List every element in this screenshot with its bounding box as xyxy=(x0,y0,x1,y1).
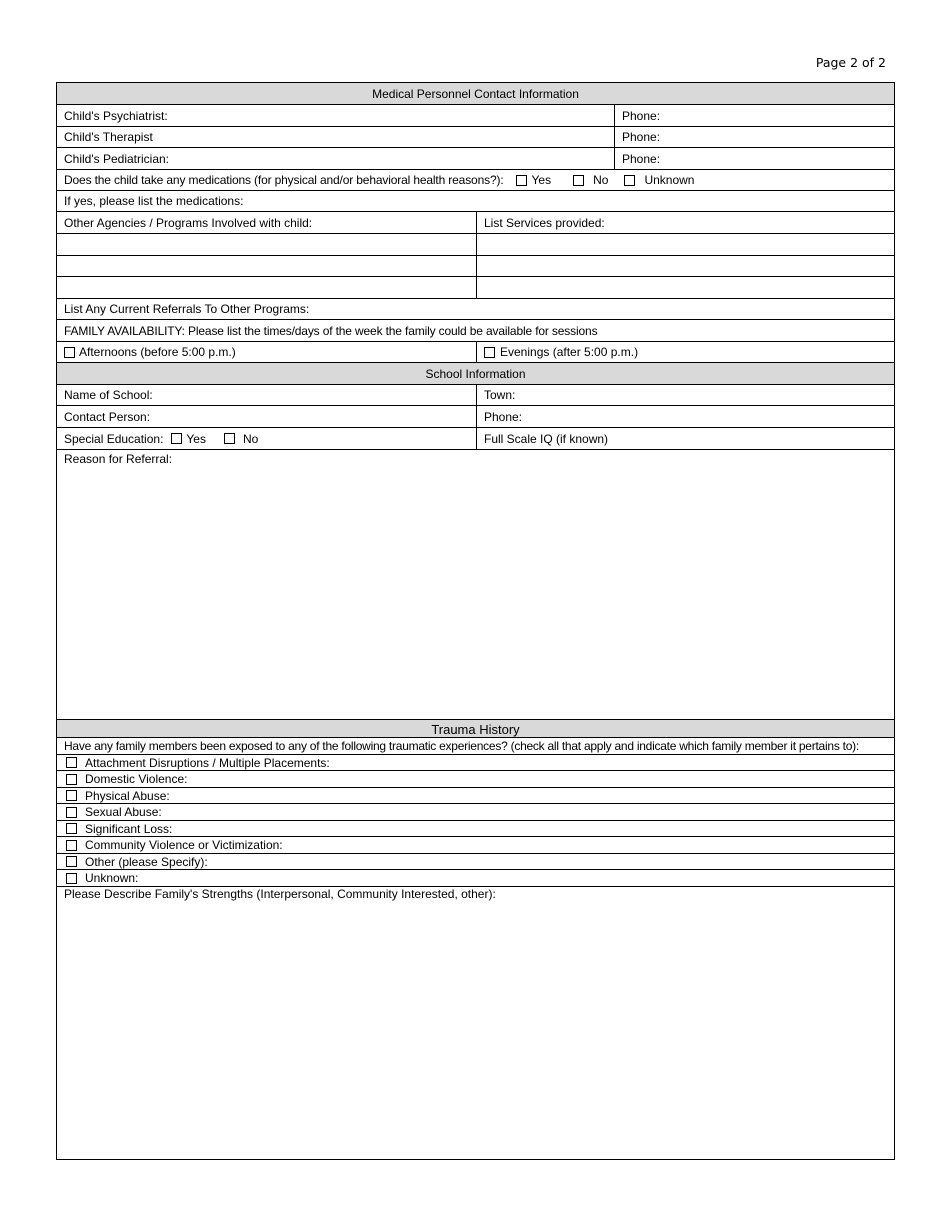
trauma-item xyxy=(57,788,894,804)
med-unknown-label: Unknown xyxy=(644,173,695,187)
trauma-item-checkbox[interactable] xyxy=(66,774,77,785)
trauma-item-label: Sexual Abuse: xyxy=(85,805,162,819)
trauma-item-checkbox[interactable] xyxy=(66,873,77,884)
medical-section-header xyxy=(57,83,894,105)
pediatrician-field[interactable] xyxy=(57,148,614,169)
iq-label: Full Scale IQ (if known) xyxy=(484,431,609,446)
psychiatrist-phone-label: Phone: xyxy=(622,108,661,123)
pediatrician-phone-label: Phone: xyxy=(622,151,661,166)
med-no-label: No xyxy=(593,173,609,187)
trauma-item-option[interactable] xyxy=(57,804,894,820)
trauma-item-label: Attachment Disruptions / Multiple Placements: xyxy=(85,755,330,770)
afternoons-label: Afternoons (before 5:00 p.m.) xyxy=(79,345,236,359)
strengths-row xyxy=(57,887,894,1159)
medications-question xyxy=(57,170,894,190)
pediatrician-row xyxy=(57,148,894,170)
referrals-row xyxy=(57,299,894,320)
trauma-item-label: Significant Loss: xyxy=(85,821,173,836)
afternoons-option[interactable] xyxy=(57,342,476,362)
trauma-item-option[interactable] xyxy=(57,854,894,869)
trauma-item-checkbox[interactable] xyxy=(66,823,77,834)
medications-list-label: If yes, please list the medications: xyxy=(64,194,244,208)
service-input[interactable] xyxy=(476,234,894,255)
therapist-row xyxy=(57,127,894,148)
agency-input[interactable] xyxy=(57,234,476,255)
trauma-item-option[interactable] xyxy=(57,821,894,836)
medications-list-field[interactable] xyxy=(57,191,894,211)
trauma-item-label: Domestic Violence: xyxy=(85,772,188,786)
therapist-label: Child's Therapist xyxy=(64,130,153,144)
med-option-yes[interactable] xyxy=(516,174,552,186)
availability-row xyxy=(57,320,894,342)
special-ed-yes-checkbox[interactable] xyxy=(171,433,182,444)
trauma-item-option[interactable] xyxy=(57,837,894,853)
med-unknown-checkbox[interactable] xyxy=(624,175,635,186)
school-section-header xyxy=(57,363,894,385)
evenings-option[interactable] xyxy=(476,342,894,362)
trauma-header-title: Trauma History xyxy=(431,722,520,737)
school-contact-row xyxy=(57,406,894,428)
contact-person-label: Contact Person: xyxy=(64,409,151,424)
page-number: Page 2 of 2 xyxy=(815,55,886,70)
service-input[interactable] xyxy=(476,256,894,276)
trauma-item-option[interactable] xyxy=(57,755,894,770)
evenings-checkbox[interactable] xyxy=(484,347,495,358)
trauma-item xyxy=(57,854,894,870)
trauma-question-cell xyxy=(57,738,894,754)
psychiatrist-row xyxy=(57,105,894,127)
agency-input[interactable] xyxy=(57,277,476,298)
strengths-field[interactable] xyxy=(57,887,894,1159)
trauma-item-label: Physical Abuse: xyxy=(85,788,170,803)
referral-reason-row xyxy=(57,450,894,720)
trauma-item xyxy=(57,837,894,854)
trauma-question: Have any family members been exposed to any of the following traumatic experiences? (check all that apply and indicate which family member it pertains to): xyxy=(64,739,859,753)
agency-row xyxy=(57,234,894,256)
psychiatrist-phone-field[interactable] xyxy=(614,105,894,126)
therapist-phone-label: Phone: xyxy=(622,130,661,144)
trauma-item-checkbox[interactable] xyxy=(66,807,77,818)
trauma-item-checkbox[interactable] xyxy=(66,840,77,851)
pediatrician-label: Child's Pediatrician: xyxy=(64,151,170,166)
trauma-item-checkbox[interactable] xyxy=(66,757,77,768)
trauma-item xyxy=(57,755,894,771)
trauma-item-label: Unknown: xyxy=(85,871,139,885)
medications-question-row xyxy=(57,170,894,191)
med-yes-label: Yes xyxy=(531,173,552,187)
trauma-item-option[interactable] xyxy=(57,788,894,803)
trauma-item-option[interactable] xyxy=(57,771,894,787)
special-ed-yes-option[interactable] xyxy=(171,433,206,445)
psychiatrist-label: Child's Psychiatrist: xyxy=(64,108,168,123)
agency-row xyxy=(57,277,894,299)
special-ed-yes-label: Yes xyxy=(186,431,206,446)
medical-header-title: Medical Personnel Contact Information xyxy=(372,86,579,101)
agencies-label-cell xyxy=(57,212,476,233)
trauma-item-checkbox[interactable] xyxy=(66,790,77,801)
psychiatrist-field[interactable] xyxy=(57,105,614,126)
medications-list-row xyxy=(57,191,894,212)
town-field[interactable] xyxy=(476,385,894,405)
med-yes-checkbox[interactable] xyxy=(516,175,527,186)
agency-row xyxy=(57,256,894,277)
special-ed-row xyxy=(57,428,894,450)
med-no-checkbox[interactable] xyxy=(573,175,584,186)
services-label-cell xyxy=(476,212,894,233)
school-phone-label: Phone: xyxy=(484,409,523,424)
trauma-item-checkbox[interactable] xyxy=(66,856,77,867)
school-header-title: School Information xyxy=(425,366,526,381)
town-label: Town: xyxy=(484,388,516,402)
pediatrician-phone-field[interactable] xyxy=(614,148,894,169)
special-ed-cell xyxy=(57,428,476,449)
referrals-field[interactable] xyxy=(57,299,894,319)
trauma-item-label: Community Violence or Victimization: xyxy=(85,838,283,852)
special-ed-label: Special Education: xyxy=(64,431,164,446)
special-ed-no-label: No xyxy=(242,431,259,446)
agency-input[interactable] xyxy=(57,256,476,276)
trauma-item xyxy=(57,804,894,821)
trauma-item xyxy=(57,870,894,887)
referral-reason-label: Reason for Referral: xyxy=(64,452,173,466)
trauma-section-header xyxy=(57,720,894,738)
availability-label-cell xyxy=(57,320,894,341)
school-phone-field[interactable] xyxy=(476,406,894,427)
trauma-item xyxy=(57,821,894,837)
iq-field[interactable] xyxy=(476,428,894,449)
med-option-no[interactable] xyxy=(573,174,608,186)
services-label: List Services provided: xyxy=(484,215,605,230)
medications-question-label: Does the child take any medications (for physical and/or behavioral health reasons?): xyxy=(64,173,504,187)
afternoons-checkbox[interactable] xyxy=(64,347,75,358)
med-option-unknown[interactable] xyxy=(624,174,694,186)
trauma-item-label: Other (please Specify): xyxy=(85,854,208,869)
therapist-field[interactable] xyxy=(57,127,614,147)
strengths-label: Please Describe Family's Strengths (Interpersonal, Community Interested, other): xyxy=(64,887,496,901)
service-input[interactable] xyxy=(476,277,894,298)
trauma-question-row xyxy=(57,738,894,755)
referrals-label: List Any Current Referrals To Other Programs: xyxy=(64,302,310,316)
agencies-header-row xyxy=(57,212,894,234)
availability-options-row xyxy=(57,342,894,363)
trauma-item xyxy=(57,771,894,788)
contact-person-field[interactable] xyxy=(57,406,476,427)
agencies-label: Other Agencies / Programs Involved with child: xyxy=(64,215,313,230)
intake-form xyxy=(56,82,895,1160)
special-ed-no-checkbox[interactable] xyxy=(224,433,235,444)
special-ed-no-option[interactable] xyxy=(224,433,258,445)
school-name-label: Name of School: xyxy=(64,388,153,402)
therapist-phone-field[interactable] xyxy=(614,127,894,147)
school-name-row xyxy=(57,385,894,406)
trauma-item-option[interactable] xyxy=(57,870,894,886)
referral-reason-field[interactable] xyxy=(57,450,894,719)
availability-label: FAMILY AVAILABILITY: Please list the times/days of the week the family could be available for sessions xyxy=(64,323,598,338)
school-name-field[interactable] xyxy=(57,385,476,405)
evenings-label: Evenings (after 5:00 p.m.) xyxy=(500,345,639,359)
